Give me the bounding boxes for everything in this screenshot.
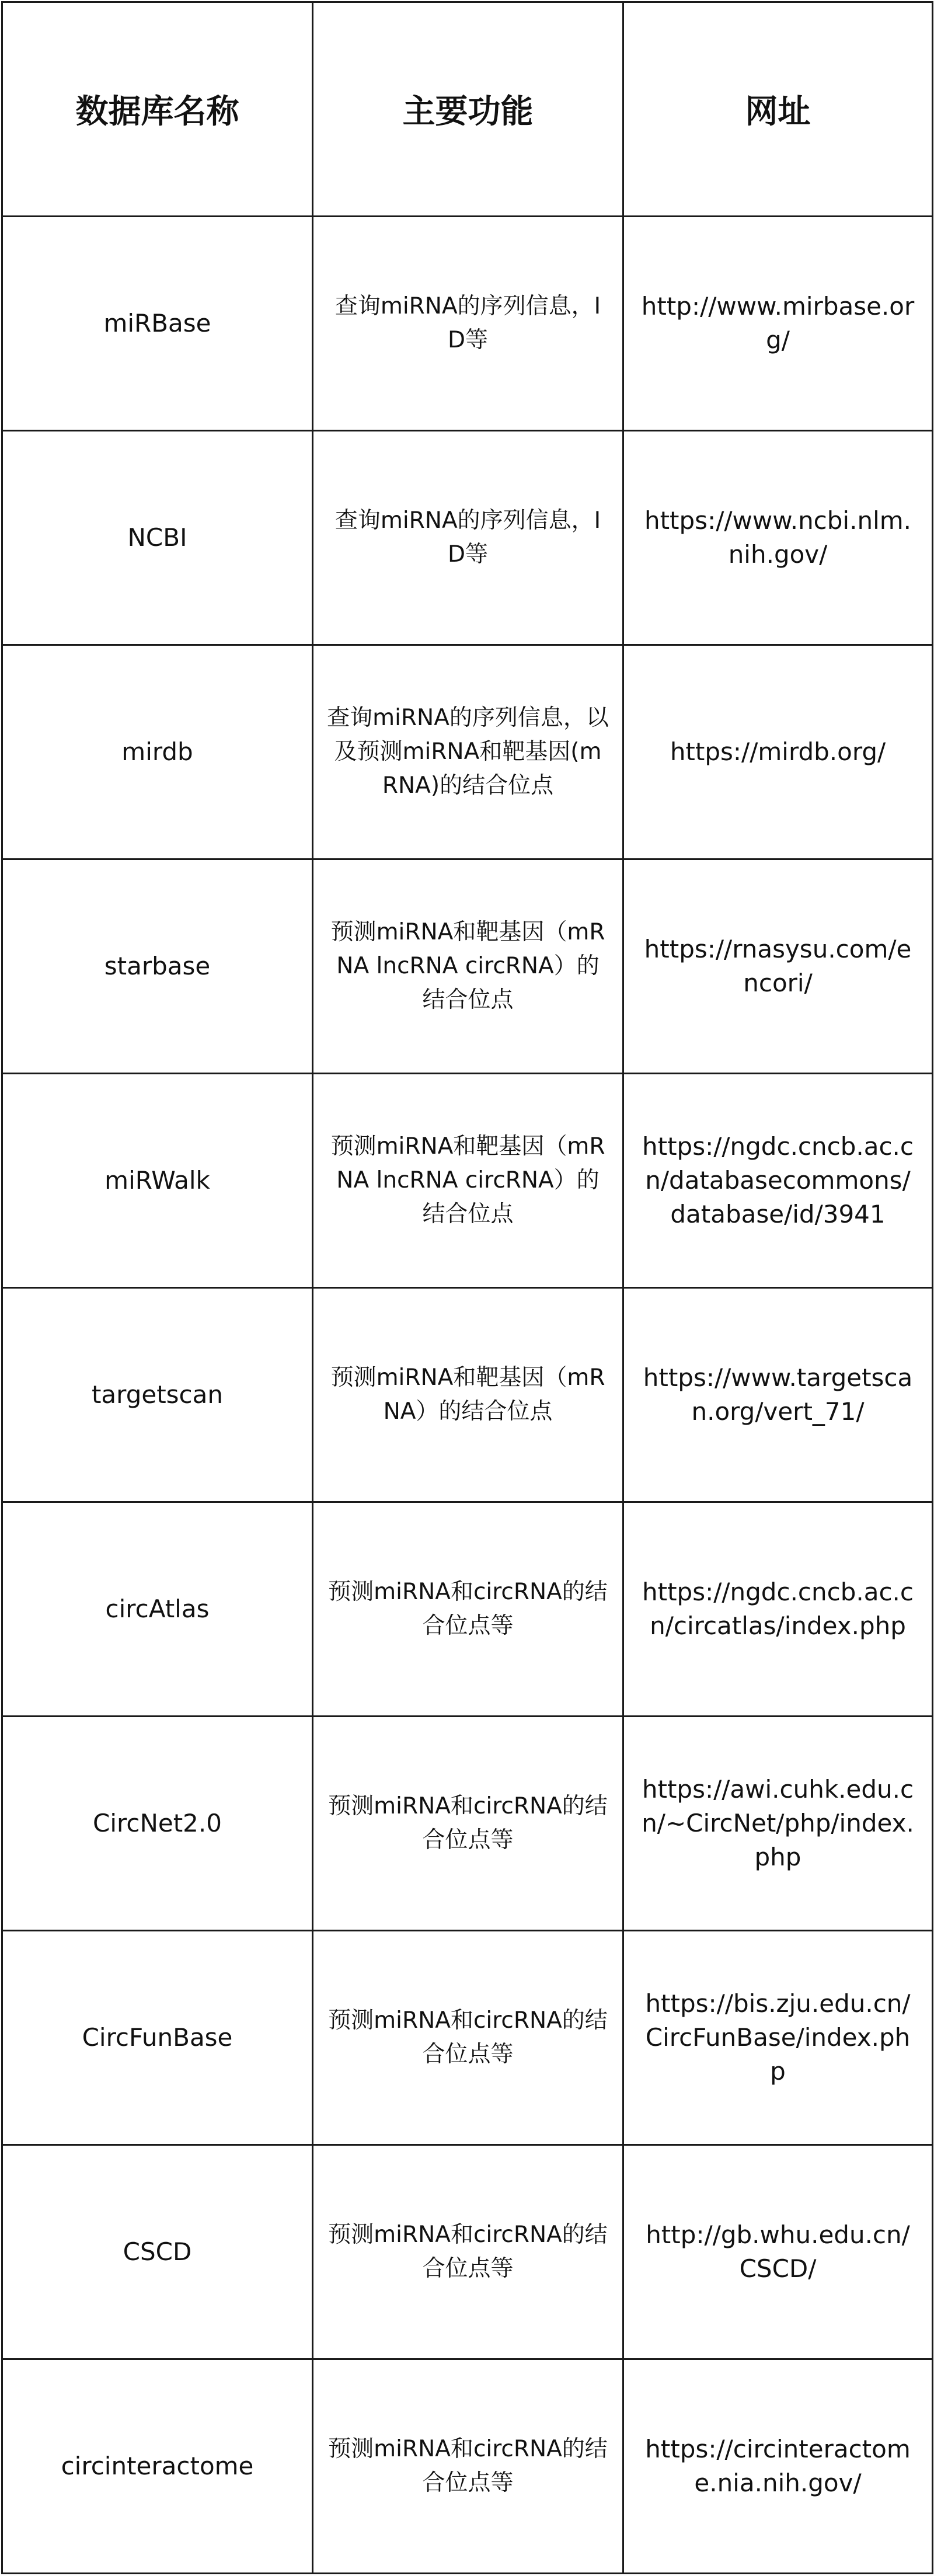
cell-database-name: mirdb	[2, 645, 313, 859]
cell-database-name: starbase	[2, 859, 313, 1074]
header-row	[2, 2, 933, 217]
cell-database-name: targetscan	[2, 1288, 313, 1502]
table-row	[2, 1717, 933, 1931]
cell-main-function: 预测miRNA和靶基因（mRNA lncRNA circRNA）的结合位点	[313, 859, 623, 1074]
cell-main-function: 查询miRNA的序列信息，以及预测miRNA和靶基因(mRNA)的结合位点	[313, 645, 623, 859]
cell-main-function: 预测miRNA和靶基因（mRNA lncRNA circRNA）的结合位点	[313, 1074, 623, 1288]
cell-main-function: 预测miRNA和circRNA的结合位点等	[313, 1717, 623, 1931]
table-row	[2, 431, 933, 645]
cell-url-link[interactable]: https://ngdc.cncb.ac.cn/databasecommons/database/id/3941	[623, 1074, 933, 1288]
header-database-name: 数据库名称	[2, 2, 313, 217]
cell-database-name: circAtlas	[2, 1502, 313, 1717]
table-row	[2, 2145, 933, 2359]
table-row	[2, 1931, 933, 2145]
cell-url-link[interactable]: https://circinteractome.nia.nih.gov/	[623, 2359, 933, 2574]
cell-main-function: 预测miRNA和靶基因（mRNA）的结合位点	[313, 1288, 623, 1502]
cell-url-link[interactable]: https://awi.cuhk.edu.cn/~CircNet/php/index.php	[623, 1717, 933, 1931]
table-row	[2, 2359, 933, 2574]
cell-url-link[interactable]: https://www.targetscan.org/vert_71/	[623, 1288, 933, 1502]
cell-url-link[interactable]: https://rnasysu.com/encori/	[623, 859, 933, 1074]
cell-database-name: circinteractome	[2, 2359, 313, 2574]
cell-database-name: CircNet2.0	[2, 1717, 313, 1931]
cell-url-link[interactable]: http://www.mirbase.org/	[623, 217, 933, 431]
table-row	[2, 859, 933, 1074]
table-row	[2, 1074, 933, 1288]
cell-url-link[interactable]: https://bis.zju.edu.cn/CircFunBase/index.php	[623, 1931, 933, 2145]
database-table	[1, 1, 933, 2574]
cell-main-function: 预测miRNA和circRNA的结合位点等	[313, 1502, 623, 1717]
table-row	[2, 645, 933, 859]
table-row	[2, 1502, 933, 1717]
cell-database-name: miRBase	[2, 217, 313, 431]
cell-main-function: 查询miRNA的序列信息，ID等	[313, 431, 623, 645]
cell-database-name: miRWalk	[2, 1074, 313, 1288]
cell-url-link[interactable]: https://mirdb.org/	[623, 645, 933, 859]
cell-url-link[interactable]: https://www.ncbi.nlm.nih.gov/	[623, 431, 933, 645]
cell-main-function: 预测miRNA和circRNA的结合位点等	[313, 1931, 623, 2145]
cell-url-link[interactable]: https://ngdc.cncb.ac.cn/circatlas/index.php	[623, 1502, 933, 1717]
cell-main-function: 预测miRNA和circRNA的结合位点等	[313, 2145, 623, 2359]
cell-url-link[interactable]: http://gb.whu.edu.cn/CSCD/	[623, 2145, 933, 2359]
cell-main-function: 查询miRNA的序列信息，ID等	[313, 217, 623, 431]
table-row	[2, 217, 933, 431]
cell-main-function: 预测miRNA和circRNA的结合位点等	[313, 2359, 623, 2574]
table-body	[2, 217, 933, 2574]
table-row	[2, 1288, 933, 1502]
cell-database-name: CircFunBase	[2, 1931, 313, 2145]
header-url: 网址	[623, 2, 933, 217]
cell-database-name: NCBI	[2, 431, 313, 645]
header-main-function: 主要功能	[313, 2, 623, 217]
cell-database-name: CSCD	[2, 2145, 313, 2359]
